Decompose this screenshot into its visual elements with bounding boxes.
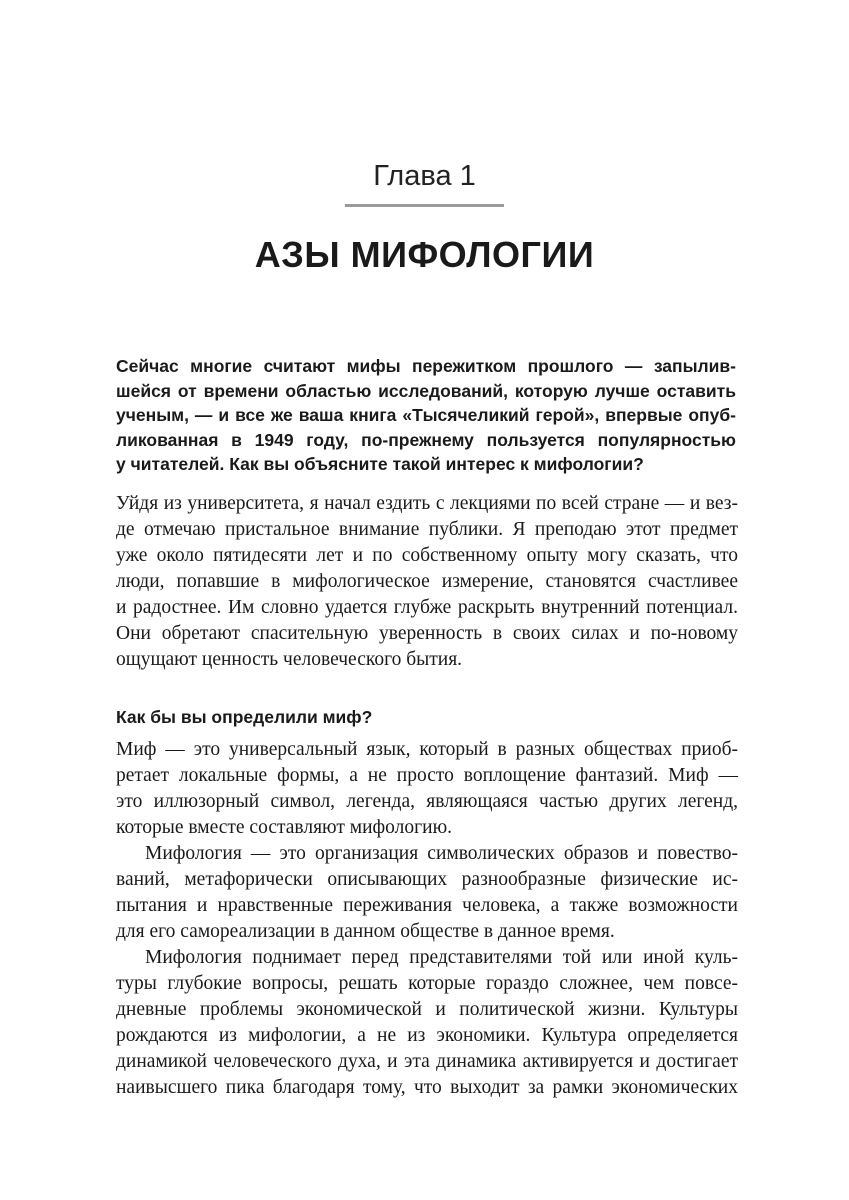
answer-2-line: ретает локальные формы, а не просто воплощение фантазий. Миф — [116, 765, 738, 786]
answer-2-line: туры глубокие вопросы, решать которые гораздо сложнее, чем повсе- [116, 973, 738, 994]
answer-2-line: динамикой человеческого духа, и эта динамика активируется и достигает [116, 1051, 738, 1072]
question-1-line: у читателей. Как вы объясните такой интерес к мифологии? [116, 454, 644, 474]
answer-1-line: Уйдя из университета, я начал ездить с лекциями по всей стране — и вез- [116, 493, 738, 514]
chapter-label: Глава 1 [373, 160, 476, 192]
question-1 [116, 354, 736, 477]
question-1-line: шейся от времени областью исследований, которую лучше оставить [116, 380, 736, 401]
answer-2-line: ваний, метафорически описывающих разнообразные физические ис- [116, 869, 738, 890]
answer-2-line: рождаются из мифологии, а не из экономики. Культура определяется [116, 1025, 738, 1046]
answer-2-line: Мифология поднимает перед представителями той или иной куль- [145, 947, 738, 968]
answer-2 [116, 737, 738, 1101]
question-1-line: ликованная в 1949 году, по-прежнему пользуется популярностью [116, 429, 736, 450]
answer-1 [116, 491, 738, 673]
answer-2-line: для его самореализации в данном обществе в данное время. [116, 921, 615, 942]
answer-2-line: это иллюзорный символ, легенда, являющаяся частью других легенд, [116, 791, 738, 812]
answer-2-paragraph-1 [116, 737, 738, 841]
chapter-title: АЗЫ МИФОЛОГИИ [254, 234, 595, 275]
answer-2-paragraph-2 [116, 841, 738, 945]
answer-1-line: Они обретают спасительную уверенность в своих силах и по-новому [116, 623, 738, 644]
chapter-divider [345, 204, 504, 207]
answer-1-line: и радостнее. Им словно удается глубже раскрыть внутренний потенциал. [116, 597, 738, 618]
answer-2-paragraph-3 [116, 945, 738, 1101]
answer-2-line: пытания и нравственные переживания человека, а также возможности [116, 895, 738, 916]
question-2-text: Как бы вы определили миф? [116, 707, 373, 727]
question-2 [116, 705, 736, 730]
question-1-line: ученым, — и все же ваша книга «Тысячеликий герой», впервые опуб- [116, 405, 736, 425]
answer-2-line: наивысшего пика благодаря тому, что выходит за рамки экономических [116, 1077, 738, 1098]
answer-1-line: де отмечаю пристальное внимание публики. Я преподаю этот предмет [116, 519, 738, 540]
question-1-line: Сейчас многие считают мифы пережитком прошлого — запылив- [116, 356, 736, 376]
answer-2-line: дневные проблемы экономической и политической жизни. Культуры [116, 999, 738, 1020]
answer-1-line: ощущают ценность человеческого бытия. [116, 649, 463, 670]
answer-2-line: которые вместе составляют мифологию. [116, 817, 453, 838]
answer-2-line: Мифология — это организация символических образов и повество- [145, 843, 738, 864]
answer-2-line: Миф — это универсальный язык, который в разных обществах приоб- [116, 739, 738, 760]
answer-1-line: уже около пятидесяти лет и по собственному опыту могу сказать, что [116, 545, 738, 566]
answer-1-line: люди, попавшие в мифологическое измерение, становятся счастливее [116, 571, 738, 592]
